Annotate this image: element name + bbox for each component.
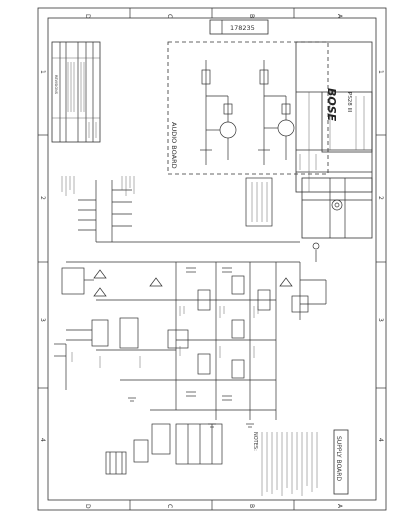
zone-number-left-1: 1: [39, 70, 46, 74]
zone-letter-bottom-b: B: [248, 504, 255, 509]
revision-table: [52, 42, 100, 142]
zone-number-right-3: 3: [377, 318, 384, 322]
supply-board-title: SUPPLY BOARD: [335, 436, 342, 482]
connector-labels: [62, 176, 134, 196]
zone-letter-bottom-c: C: [166, 504, 173, 509]
target-icon: [332, 200, 342, 210]
zone-letter-bottom-a: A: [336, 504, 343, 509]
output-section: [292, 243, 326, 320]
zone-number-left-3: 3: [39, 318, 46, 322]
component-labels: [72, 306, 258, 368]
model-number: PS28 III: [346, 92, 352, 113]
title-block: [296, 42, 372, 192]
warning-box: [246, 178, 272, 226]
zone-letter-bottom-d: D: [84, 504, 91, 509]
connector-bus: [78, 180, 300, 242]
zone-letter-top-b: B: [248, 14, 255, 19]
zone-number-right-2: 2: [377, 196, 384, 200]
audio-board-title: AUDIO BOARD: [170, 122, 178, 169]
zone-number-right-1: 1: [377, 70, 384, 74]
notes-block: [252, 432, 317, 496]
approval-block: [302, 178, 372, 238]
company-logo: BOSE: [325, 88, 338, 122]
zone-letter-top-d: D: [84, 14, 91, 19]
document-number-box: [210, 20, 268, 34]
supply-board-label: [334, 430, 348, 494]
power-supply-schematic: [54, 262, 300, 427]
zone-letter-top-c: C: [166, 14, 173, 19]
document-number: 178235: [230, 24, 255, 32]
audio-board-region: [168, 42, 328, 174]
notes-title: NOTES:: [252, 432, 258, 451]
revision-table-title: REVISIONS: [54, 75, 58, 94]
zone-number-left-2: 2: [39, 196, 46, 200]
bottom-connectors: [106, 424, 222, 474]
zone-letter-top-a: A: [336, 14, 343, 19]
zone-number-right-4: 4: [377, 438, 384, 442]
zone-number-left-4: 4: [39, 438, 46, 442]
